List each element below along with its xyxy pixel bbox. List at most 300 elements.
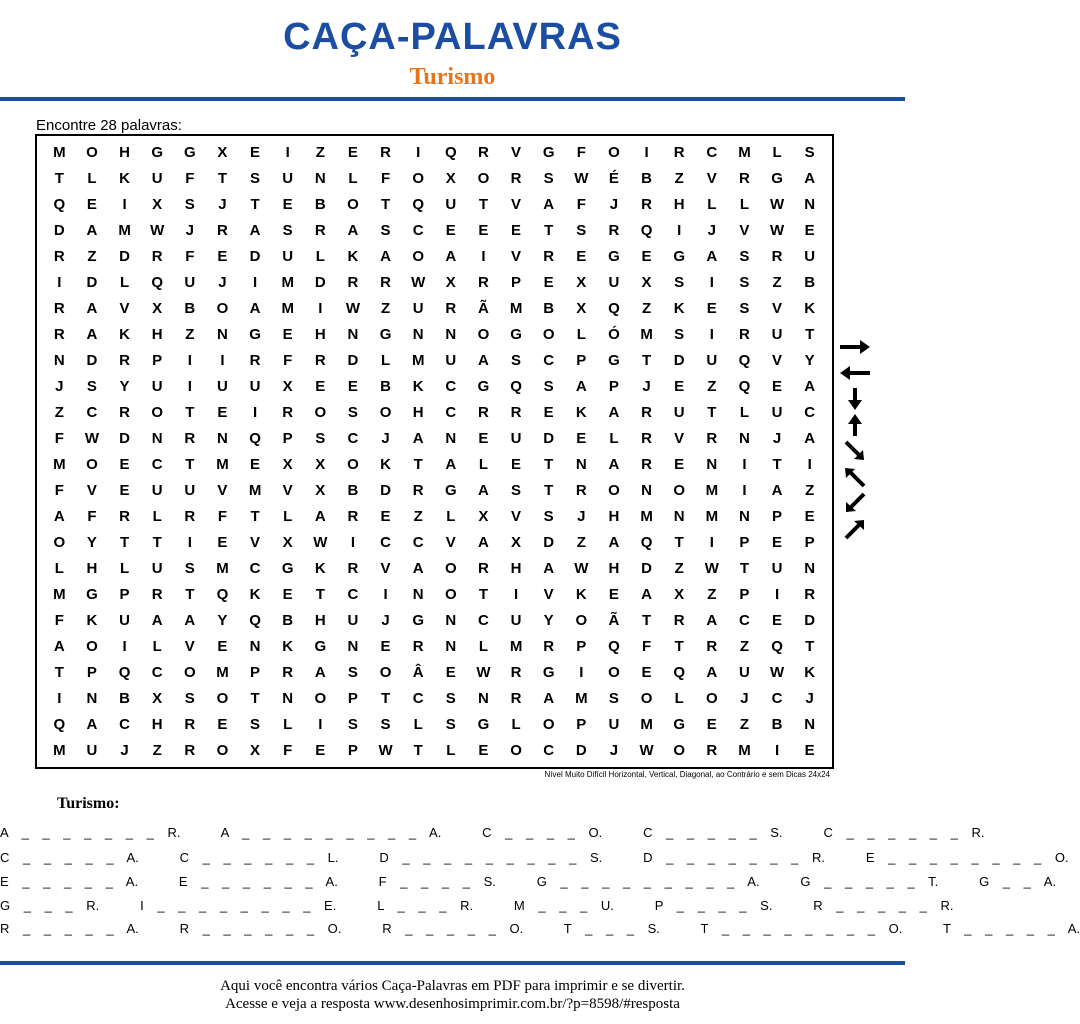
grid-cell[interactable]: Z (380, 300, 391, 318)
grid-cell[interactable]: R (151, 248, 163, 266)
grid-cell[interactable]: Q (216, 585, 229, 603)
grid-cell[interactable]: K (249, 585, 261, 603)
grid-cell[interactable]: D (314, 274, 326, 292)
grid-cell[interactable]: J (740, 689, 749, 707)
grid-cell[interactable]: O (86, 144, 98, 162)
grid-cell[interactable]: Y (543, 611, 554, 629)
grid-cell[interactable]: L (119, 559, 130, 577)
grid-cell[interactable]: E (217, 248, 228, 266)
grid-cell[interactable]: U (771, 326, 783, 344)
grid-cell[interactable]: V (217, 481, 228, 499)
grid-cell[interactable]: W (639, 741, 654, 759)
grid-cell[interactable]: P (152, 352, 163, 370)
grid-cell[interactable]: A (86, 326, 98, 344)
grid-cell[interactable]: S (543, 378, 554, 396)
grid-cell[interactable]: E (772, 378, 783, 396)
grid-cell[interactable]: I (807, 455, 812, 473)
grid-cell[interactable]: R (412, 481, 424, 499)
grid-cell[interactable]: I (709, 326, 714, 344)
grid-cell[interactable]: T (739, 559, 750, 577)
grid-cell[interactable]: F (283, 741, 293, 759)
grid-cell[interactable]: A (53, 507, 65, 525)
grid-cell[interactable]: Y (804, 352, 815, 370)
grid-cell[interactable]: B (380, 378, 391, 396)
grid-cell[interactable]: M (216, 663, 229, 681)
grid-cell[interactable]: X (315, 481, 326, 499)
grid-cell[interactable]: O (640, 689, 653, 707)
grid-cell[interactable]: V (511, 248, 522, 266)
grid-cell[interactable]: W (345, 300, 361, 318)
grid-cell[interactable]: P (119, 585, 130, 603)
grid-cell[interactable]: J (120, 741, 129, 759)
grid-cell[interactable]: K (119, 170, 130, 188)
grid-cell[interactable]: M (281, 300, 294, 318)
grid-cell[interactable]: O (216, 689, 229, 707)
grid-cell[interactable]: S (543, 170, 554, 188)
grid-cell[interactable]: O (608, 144, 620, 162)
grid-cell[interactable]: Z (805, 481, 815, 499)
grid-cell[interactable]: Q (608, 300, 620, 318)
grid-cell[interactable]: I (252, 404, 258, 422)
grid-cell[interactable]: G (281, 559, 294, 577)
grid-cell[interactable]: O (673, 481, 686, 499)
grid-cell[interactable]: T (250, 196, 260, 214)
grid-cell[interactable]: X (315, 455, 326, 473)
grid-cell[interactable]: T (805, 326, 815, 344)
grid-cell[interactable]: X (674, 585, 685, 603)
grid-cell[interactable]: M (411, 352, 425, 370)
grid-cell[interactable]: Y (217, 611, 228, 629)
grid-cell[interactable]: X (641, 274, 652, 292)
grid-cell[interactable]: Q (510, 378, 522, 396)
grid-cell[interactable]: U (608, 715, 620, 733)
grid-cell[interactable]: I (513, 585, 519, 603)
grid-cell[interactable]: F (185, 170, 195, 188)
grid-cell[interactable]: H (151, 326, 163, 344)
grid-cell[interactable]: O (86, 637, 98, 655)
grid-cell[interactable]: F (576, 144, 586, 162)
grid-cell[interactable]: E (347, 144, 358, 162)
grid-cell[interactable]: É (608, 170, 619, 188)
grid-cell[interactable]: A (706, 611, 718, 629)
grid-cell[interactable]: S (380, 222, 391, 240)
grid-cell[interactable]: W (313, 533, 328, 551)
grid-cell[interactable]: T (185, 404, 195, 422)
grid-cell[interactable]: O (183, 663, 196, 681)
grid-cell[interactable]: H (673, 196, 685, 214)
grid-cell[interactable]: N (804, 715, 816, 733)
grid-cell[interactable]: T (707, 404, 717, 422)
grid-cell[interactable]: E (511, 222, 522, 240)
grid-cell[interactable]: A (249, 222, 261, 240)
grid-cell[interactable]: A (478, 481, 489, 499)
grid-cell[interactable]: I (350, 533, 356, 551)
grid-cell[interactable]: I (122, 196, 127, 214)
grid-cell[interactable]: M (509, 300, 523, 318)
grid-cell[interactable]: H (314, 611, 326, 629)
grid-cell[interactable]: N (412, 326, 424, 344)
grid-cell[interactable]: I (57, 689, 62, 707)
grid-cell[interactable]: V (445, 533, 456, 551)
grid-cell[interactable]: U (217, 378, 228, 396)
grid-cell[interactable]: T (217, 170, 228, 188)
grid-cell[interactable]: N (673, 507, 685, 525)
grid-cell[interactable]: E (380, 507, 391, 525)
grid-cell[interactable]: O (575, 611, 588, 629)
grid-cell[interactable]: O (314, 689, 327, 707)
grid-cell[interactable]: E (543, 404, 554, 422)
grid-cell[interactable]: P (739, 533, 750, 551)
grid-cell[interactable]: A (151, 611, 163, 629)
grid-cell[interactable]: I (644, 144, 649, 162)
grid-cell[interactable]: Z (185, 326, 195, 344)
grid-cell[interactable]: U (706, 352, 718, 370)
grid-cell[interactable]: A (804, 170, 816, 188)
grid-cell[interactable]: E (543, 274, 554, 292)
grid-cell[interactable]: Q (608, 637, 620, 655)
grid-cell[interactable]: I (481, 248, 486, 266)
grid-cell[interactable]: G (542, 663, 555, 681)
grid-cell[interactable]: A (804, 378, 816, 396)
grid-cell[interactable]: G (249, 326, 261, 344)
grid-cell[interactable]: D (86, 352, 98, 370)
grid-cell[interactable]: V (380, 559, 391, 577)
grid-cell[interactable]: R (282, 404, 294, 422)
grid-cell[interactable]: T (641, 352, 652, 370)
grid-cell[interactable]: X (576, 274, 587, 292)
grid-cell[interactable]: A (412, 430, 424, 448)
grid-cell[interactable]: L (87, 170, 97, 188)
grid-cell[interactable]: I (579, 663, 584, 681)
grid-cell[interactable]: R (673, 611, 685, 629)
grid-cell[interactable]: A (543, 559, 555, 577)
grid-cell[interactable]: V (511, 507, 522, 525)
grid-cell[interactable]: U (184, 274, 196, 292)
grid-cell[interactable]: R (217, 222, 228, 240)
grid-cell[interactable]: N (804, 559, 816, 577)
grid-cell[interactable]: U (151, 559, 163, 577)
grid-cell[interactable]: I (774, 585, 780, 603)
grid-cell[interactable]: N (86, 689, 98, 707)
grid-cell[interactable]: G (608, 352, 620, 370)
grid-cell[interactable]: U (151, 378, 163, 396)
grid-cell[interactable]: P (347, 741, 358, 759)
grid-cell[interactable]: I (383, 585, 388, 603)
grid-cell[interactable]: C (151, 455, 163, 473)
grid-cell[interactable]: S (576, 222, 587, 240)
grid-cell[interactable]: T (478, 196, 489, 214)
grid-cell[interactable]: X (217, 144, 228, 162)
grid-cell[interactable]: F (576, 196, 586, 214)
grid-cell[interactable]: E (217, 715, 228, 733)
grid-cell[interactable]: D (53, 222, 65, 240)
grid-cell[interactable]: M (640, 507, 653, 525)
grid-cell[interactable]: B (282, 611, 294, 629)
grid-cell[interactable]: T (380, 196, 391, 214)
grid-cell[interactable]: O (608, 481, 620, 499)
grid-cell[interactable]: I (187, 352, 192, 370)
grid-cell[interactable]: A (543, 196, 555, 214)
grid-cell[interactable]: F (87, 507, 97, 525)
grid-cell[interactable]: K (119, 326, 130, 344)
grid-cell[interactable]: R (119, 404, 130, 422)
grid-cell[interactable]: J (609, 741, 619, 759)
grid-cell[interactable]: C (543, 741, 555, 759)
grid-cell[interactable]: A (641, 585, 652, 603)
grid-cell[interactable]: D (804, 611, 816, 629)
grid-cell[interactable]: T (544, 481, 554, 499)
grid-cell[interactable]: O (347, 196, 359, 214)
grid-cell[interactable]: D (575, 741, 587, 759)
grid-cell[interactable]: O (216, 300, 229, 318)
grid-cell[interactable]: S (184, 689, 195, 707)
grid-cell[interactable]: B (347, 481, 359, 499)
grid-cell[interactable]: D (119, 248, 130, 266)
grid-cell[interactable]: E (315, 741, 326, 759)
grid-cell[interactable]: U (119, 611, 130, 629)
grid-cell[interactable]: R (706, 637, 718, 655)
grid-cell[interactable]: N (445, 637, 457, 655)
grid-cell[interactable]: L (283, 507, 293, 525)
grid-cell[interactable]: W (84, 430, 100, 448)
grid-cell[interactable]: P (250, 663, 261, 681)
grid-cell[interactable]: K (86, 611, 98, 629)
grid-cell[interactable]: B (119, 689, 130, 707)
grid-cell[interactable]: B (641, 170, 652, 188)
grid-cell[interactable]: S (315, 430, 326, 448)
grid-cell[interactable]: M (738, 144, 751, 162)
grid-cell[interactable]: T (413, 741, 423, 759)
grid-cell[interactable]: E (772, 533, 783, 551)
grid-cell[interactable]: A (86, 222, 98, 240)
grid-cell[interactable]: L (348, 170, 358, 188)
grid-cell[interactable]: M (216, 559, 229, 577)
grid-cell[interactable]: U (412, 300, 424, 318)
grid-cell[interactable]: O (347, 455, 359, 473)
grid-cell[interactable]: N (151, 430, 163, 448)
grid-cell[interactable]: O (444, 585, 457, 603)
grid-cell[interactable]: E (445, 222, 456, 240)
grid-cell[interactable]: X (445, 170, 456, 188)
grid-cell[interactable]: V (674, 430, 685, 448)
grid-cell[interactable]: O (510, 741, 522, 759)
grid-cell[interactable]: E (772, 611, 783, 629)
grid-cell[interactable]: X (282, 533, 293, 551)
grid-cell[interactable]: V (511, 196, 522, 214)
grid-cell[interactable]: E (641, 248, 652, 266)
grid-cell[interactable]: D (380, 481, 391, 499)
grid-cell[interactable]: Â (412, 663, 424, 681)
grid-cell[interactable]: A (53, 637, 65, 655)
grid-cell[interactable]: V (739, 222, 750, 240)
grid-cell[interactable]: M (53, 455, 66, 473)
grid-cell[interactable]: R (184, 741, 196, 759)
grid-cell[interactable]: R (249, 352, 261, 370)
grid-cell[interactable]: S (347, 404, 358, 422)
grid-cell[interactable]: A (347, 222, 359, 240)
grid-cell[interactable]: Z (641, 300, 652, 318)
grid-cell[interactable]: N (641, 481, 652, 499)
grid-cell[interactable]: X (152, 689, 163, 707)
grid-cell[interactable]: E (282, 326, 293, 344)
grid-cell[interactable]: T (185, 585, 195, 603)
grid-cell[interactable]: E (119, 455, 130, 473)
grid-cell[interactable]: C (347, 430, 359, 448)
grid-cell[interactable]: E (511, 455, 522, 473)
grid-cell[interactable]: R (543, 248, 555, 266)
grid-cell[interactable]: P (576, 352, 587, 370)
grid-cell[interactable]: S (86, 378, 97, 396)
grid-cell[interactable]: F (641, 637, 652, 655)
grid-cell[interactable]: W (704, 559, 719, 577)
grid-cell[interactable]: A (575, 378, 587, 396)
grid-cell[interactable]: N (347, 637, 359, 655)
grid-cell[interactable]: R (347, 274, 359, 292)
grid-cell[interactable]: C (771, 689, 783, 707)
grid-cell[interactable]: K (380, 455, 391, 473)
grid-cell[interactable]: B (543, 300, 555, 318)
grid-cell[interactable]: X (152, 196, 163, 214)
grid-cell[interactable]: Q (249, 611, 261, 629)
grid-cell[interactable]: N (217, 326, 228, 344)
grid-cell[interactable]: O (608, 663, 620, 681)
grid-cell[interactable]: H (86, 559, 98, 577)
grid-cell[interactable]: U (282, 248, 294, 266)
grid-cell[interactable]: E (804, 741, 815, 759)
grid-cell[interactable]: E (250, 455, 261, 473)
grid-cell[interactable]: N (445, 326, 457, 344)
grid-cell[interactable]: W (769, 222, 785, 240)
grid-cell[interactable]: T (54, 170, 64, 188)
grid-cell[interactable]: Q (118, 663, 131, 681)
grid-cell[interactable]: G (151, 144, 164, 162)
grid-cell[interactable]: R (347, 559, 359, 577)
grid-cell[interactable]: O (412, 248, 425, 266)
grid-cell[interactable]: K (673, 300, 685, 318)
grid-cell[interactable]: W (574, 559, 589, 577)
grid-cell[interactable]: T (674, 533, 684, 551)
grid-cell[interactable]: G (379, 326, 392, 344)
grid-cell[interactable]: X (282, 455, 293, 473)
grid-cell[interactable]: A (314, 663, 326, 681)
grid-cell[interactable]: B (184, 300, 196, 318)
grid-cell[interactable]: O (151, 404, 164, 422)
grid-cell[interactable]: U (151, 481, 163, 499)
grid-cell[interactable]: Q (53, 196, 66, 214)
grid-cell[interactable]: T (185, 455, 195, 473)
grid-cell[interactable]: V (250, 533, 261, 551)
grid-cell[interactable]: N (347, 326, 359, 344)
grid-cell[interactable]: G (771, 170, 783, 188)
grid-cell[interactable]: Z (576, 533, 586, 551)
grid-cell[interactable]: D (641, 559, 652, 577)
grid-cell[interactable]: R (445, 300, 457, 318)
grid-cell[interactable]: A (478, 352, 489, 370)
grid-cell[interactable]: D (119, 430, 130, 448)
grid-cell[interactable]: A (706, 248, 718, 266)
grid-cell[interactable]: N (706, 455, 718, 473)
grid-cell[interactable]: Q (738, 352, 751, 370)
grid-cell[interactable]: L (152, 637, 162, 655)
grid-cell[interactable]: R (53, 326, 65, 344)
grid-cell[interactable]: C (380, 533, 391, 551)
grid-cell[interactable]: P (804, 533, 815, 551)
grid-cell[interactable]: G (673, 715, 686, 733)
grid-cell[interactable]: U (184, 481, 196, 499)
grid-cell[interactable]: Q (444, 144, 457, 162)
grid-cell[interactable]: E (347, 378, 358, 396)
grid-cell[interactable]: U (739, 663, 750, 681)
grid-cell[interactable]: A (608, 455, 620, 473)
grid-cell[interactable]: N (478, 689, 489, 707)
grid-cell[interactable]: M (575, 689, 588, 707)
grid-cell[interactable]: H (151, 715, 163, 733)
grid-cell[interactable]: U (673, 404, 685, 422)
grid-cell[interactable]: W (769, 663, 785, 681)
grid-cell[interactable]: A (478, 533, 489, 551)
grid-cell[interactable]: H (412, 404, 424, 422)
grid-cell[interactable]: E (804, 507, 815, 525)
grid-cell[interactable]: M (509, 637, 523, 655)
grid-cell[interactable]: H (608, 507, 620, 525)
grid-cell[interactable]: I (122, 637, 127, 655)
grid-cell[interactable]: D (347, 352, 359, 370)
grid-cell[interactable]: P (608, 378, 619, 396)
grid-cell[interactable]: R (510, 663, 522, 681)
grid-cell[interactable]: X (445, 274, 456, 292)
grid-cell[interactable]: R (151, 585, 163, 603)
grid-cell[interactable]: V (282, 481, 293, 499)
grid-cell[interactable]: I (285, 144, 290, 162)
grid-cell[interactable]: C (706, 144, 718, 162)
grid-cell[interactable]: J (707, 222, 716, 240)
grid-cell[interactable]: N (249, 637, 261, 655)
grid-cell[interactable]: M (281, 274, 294, 292)
grid-cell[interactable]: U (445, 352, 457, 370)
grid-cell[interactable]: C (445, 378, 457, 396)
grid-cell[interactable]: A (608, 404, 620, 422)
grid-cell[interactable]: R (641, 430, 652, 448)
grid-cell[interactable]: R (478, 404, 489, 422)
grid-cell[interactable]: M (705, 481, 719, 499)
grid-cell[interactable]: N (314, 170, 326, 188)
grid-cell[interactable]: T (478, 585, 489, 603)
grid-cell[interactable]: O (412, 170, 425, 188)
grid-cell[interactable]: S (739, 274, 750, 292)
grid-cell[interactable]: M (640, 715, 653, 733)
grid-cell[interactable]: J (381, 430, 390, 448)
grid-cell[interactable]: A (608, 533, 620, 551)
grid-cell[interactable]: M (53, 144, 66, 162)
grid-cell[interactable]: R (380, 274, 391, 292)
grid-cell[interactable]: E (217, 404, 228, 422)
grid-cell[interactable]: A (314, 507, 326, 525)
grid-cell[interactable]: R (673, 144, 685, 162)
grid-cell[interactable]: S (511, 352, 522, 370)
grid-cell[interactable]: L (283, 715, 293, 733)
grid-cell[interactable]: C (119, 715, 130, 733)
grid-cell[interactable]: S (347, 663, 358, 681)
grid-cell[interactable]: A (445, 248, 457, 266)
grid-cell[interactable]: Z (707, 585, 717, 603)
grid-cell[interactable]: N (804, 196, 816, 214)
grid-cell[interactable]: E (576, 430, 587, 448)
grid-cell[interactable]: T (413, 455, 423, 473)
grid-cell[interactable]: S (608, 689, 619, 707)
grid-cell[interactable]: T (250, 689, 260, 707)
grid-cell[interactable]: C (151, 663, 163, 681)
grid-cell[interactable]: E (706, 715, 717, 733)
